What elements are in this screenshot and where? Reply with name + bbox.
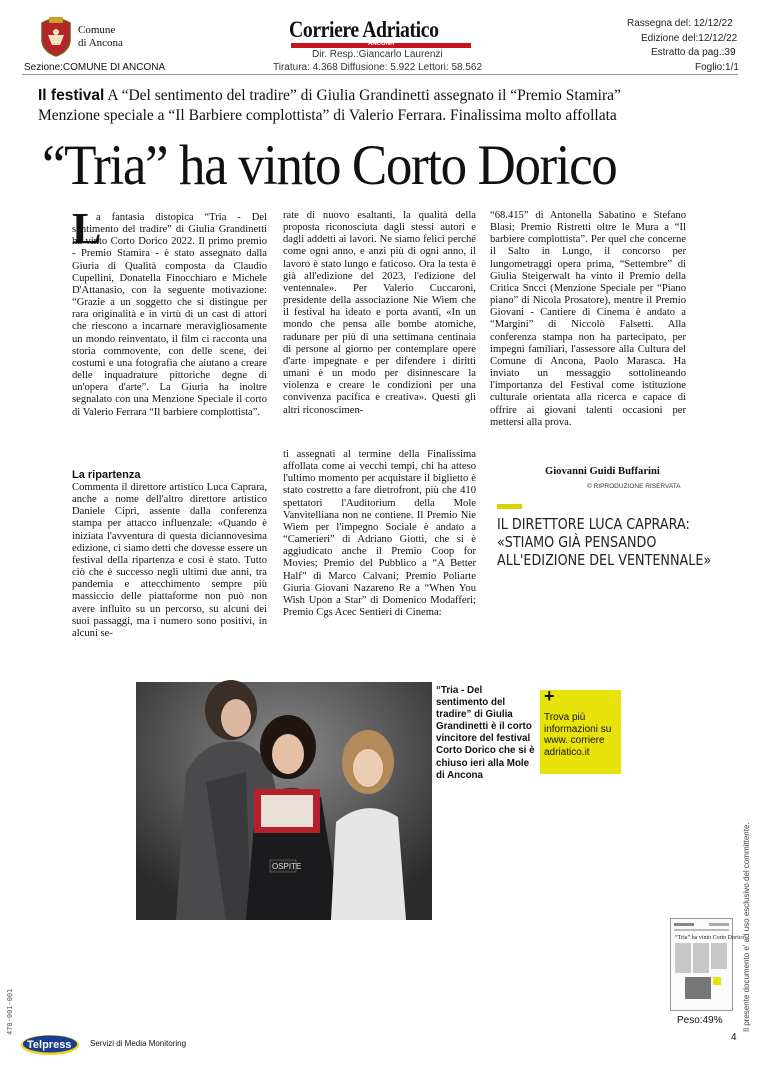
footer-services: Servizi di Media Monitoring (90, 1039, 187, 1048)
article-title: “Tria” ha vinto Corto Dorico (42, 134, 617, 197)
column-2-bottom: ti assegnati al termine della Finalissima affollata come ai vecchi tempi, chi ha atteso l'ultimo momento per acquistare il biglietto è stato costretto a fare dietrofront, più che 410 spettatori l'Auditorium della Mole Vanvitelliana non ne contiene. Il Premio Nie Wiem per l'impegno Sociale è andato a “Camerieri” di Adriano Giotti, che si è aggiudicato anche il Premio Coop for Movies; Premio del Pubblico a “A Better Half” di Marco Calvani; Premio Poliarte Giuria Giovani Nazareno Re a “When You Wish Upon a Star” di Domenico Modafferi; Premio Cgs Acec Sentieri di Cinema: (283, 449, 476, 619)
kicker-line-2: Menzione speciale a “Il Barbiere complottista” di Valerio Ferrara. Finalissima molto affollata (38, 107, 617, 124)
column-1-intro: a fantasia distopica “Tria - Del sentimento del tradire” di Giulia Grandinetti ha vinto Corto Dorico 2022. Il primo premio - Premio Stamira - è stato assegnato dalla Giuria di Qualità composta da Claudio Cupellini, Donatella Finocchiaro e Michele D'Attanasio, con la seguente motivazione: “Grazie a un soggetto che si distingue per rara originalità e in virtù di un cast di attori che riescono a incarnare meravigliosamente un mondo reinventato, il film ci racconta una storia commovente, con delle scene, dei costumi e una fotografia che aiutano a creare delle inquadrature pittoriche degne di un'opera d'arte”. La Giuria ha inoltre segnalato con una Menzione Speciale il corto di Valerio Ferrara “Il barbiere complottista”. (72, 212, 267, 418)
award-photo (136, 682, 432, 920)
comune-crest-logo (38, 15, 74, 57)
extract-page: Estratto da pag.:39 (651, 47, 736, 58)
page-number: 4 (731, 1032, 737, 1043)
editor-in-chief: Dir. Resp.:Giancarlo Laurenzi (312, 49, 443, 60)
circulation-figures: Tiratura: 4.368 Diffusione: 5.922 Lettori: 58.562 (273, 62, 483, 73)
subhead-la-ripartenza: La ripartenza (72, 469, 141, 481)
kicker-line-1: A “Del sentimento del tradire” di Giulia Grandinetti assegnato il “Premio Stamira” (104, 87, 621, 104)
info-link-text[interactable]: Trova più informazioni su www. corriere adriatico.it (544, 712, 612, 758)
sheet-number: Foglio:1/1 (695, 62, 739, 73)
page-thumbnail (670, 918, 745, 1011)
copyright-notice: © RIPRODUZIONE RISERVATA (587, 483, 681, 490)
section-label: Sezione:COMUNE DI ANCONA (24, 62, 166, 73)
telpress-logo (20, 1032, 80, 1056)
column-3: “68.415” di Antonella Sabatino e Stefano Blasi; Premio Ristretti oltre le Mura a “Il barbiere complottista”. Per quel che concerne il Salto in Lungo, il concorso per lungometraggi opera prima, “Settembre” di Giulia Steigerwalt ha vinto il Premio della Critica Sncci (Menzione Speciale per “Piano piano” di Nicola Prosatore), mentre il Premio Giovani - Cantiere di Cinema è andato a “Margini” di Niccolò Falsetti. Alla conferenza stampa non ha partecipato, per impegni familiari, l'assessore alla Cultura del Comune di Ancona, Paolo Marasca. Ha inviato un messaggio sottolineando l'importanza del Festival come istituzione culturale orientata alla ricerca e capace di offrire ai giovani talenti occasioni per mettersi alla prova. (490, 210, 686, 428)
column-2-top: rate di nuovo esaltanti, la qualità della proposta riconosciuta dagli stessi autori e dagli addetti ai lavori. Ne siamo felici perché come ogni anno, e anzi più di ogni anno, il lavoro è stato lungo e faticoso. Ora la testa è già all'edizione del 2023, l'edizione del ventennale». Per Valerio Cuccaroni, presidente della associazione Nie Wiem che il festival ha ideato e porta avanti, «In un mondo che pensa alle bombe atomiche, radunare per più di una settimana centinaia di persone al giorno per contemplare opere d'arte impegnate e per difendere i diritti umani è un modo per disinnescare la violenza e creare le condizioni per una convivenza pacifica e creativa». Questi gli altri riconoscimen- (283, 210, 476, 416)
thumb-title: “Tria” ha vinto Corto Dorico (675, 935, 745, 941)
document-code: 470-001-001 (6, 988, 14, 1035)
rassegna-date: Rassegna del: 12/12/22 (627, 18, 733, 29)
drop-cap: L (72, 204, 102, 253)
column-1-body: Commenta il direttore artistico Luca Caprara, anche a nome dell'altro direttore artistico Daniele Ciprì, assente dalla conferenza stampa per attacco influenzale: «Quando è iniziata l'avventura di questa diciannovesima edizione, ci siamo detti che dovesse essere un festival della ripartenza e così è stato. Tutto ciò che è successo negli ultimi due anni, tra pandemia e attecchimento sempre più massiccio delle piattaforme non può non avere influito su un percorso, su alcuni dei suoi passaggi, ma i numero sono positivi, in alcuni se- (72, 482, 267, 639)
pull-quote: IL DIRETTORE LUCA CAPRARA: «STIAMO GIÀ PENSANDO ALL'EDIZIONE DEL VENTENNALE» (497, 515, 712, 569)
disclaimer-vertical: Il presente documento e' ad uso esclusivo del committente. (742, 822, 751, 1032)
edition-date: Edizione del:12/12/22 (641, 33, 738, 44)
weight-percentage: Peso:49% (677, 1015, 723, 1026)
quote-accent-bar (497, 504, 522, 509)
kicker-label: Il festival (38, 87, 105, 104)
photo-caption: “Tria - Del sentimento del tradire” di Giulia Grandinetti è il corto vincitore del festival Corto Dorico che si è chiuso ieri alla Mole di Ancona (436, 685, 535, 781)
photo-ospite-badge: OSPITE (272, 862, 302, 871)
svg-text:Telpress: Telpress (27, 1039, 72, 1051)
article-kicker (38, 86, 738, 126)
newspaper-masthead: Corriere Adriatico (289, 17, 439, 42)
plus-icon: + (544, 686, 555, 706)
header-divider (22, 74, 738, 75)
author-signature: Giovanni Guidi Buffarini (545, 466, 660, 477)
comune-name: Comune di Ancona (78, 24, 123, 49)
masthead-edition: ANCONA (368, 41, 395, 47)
